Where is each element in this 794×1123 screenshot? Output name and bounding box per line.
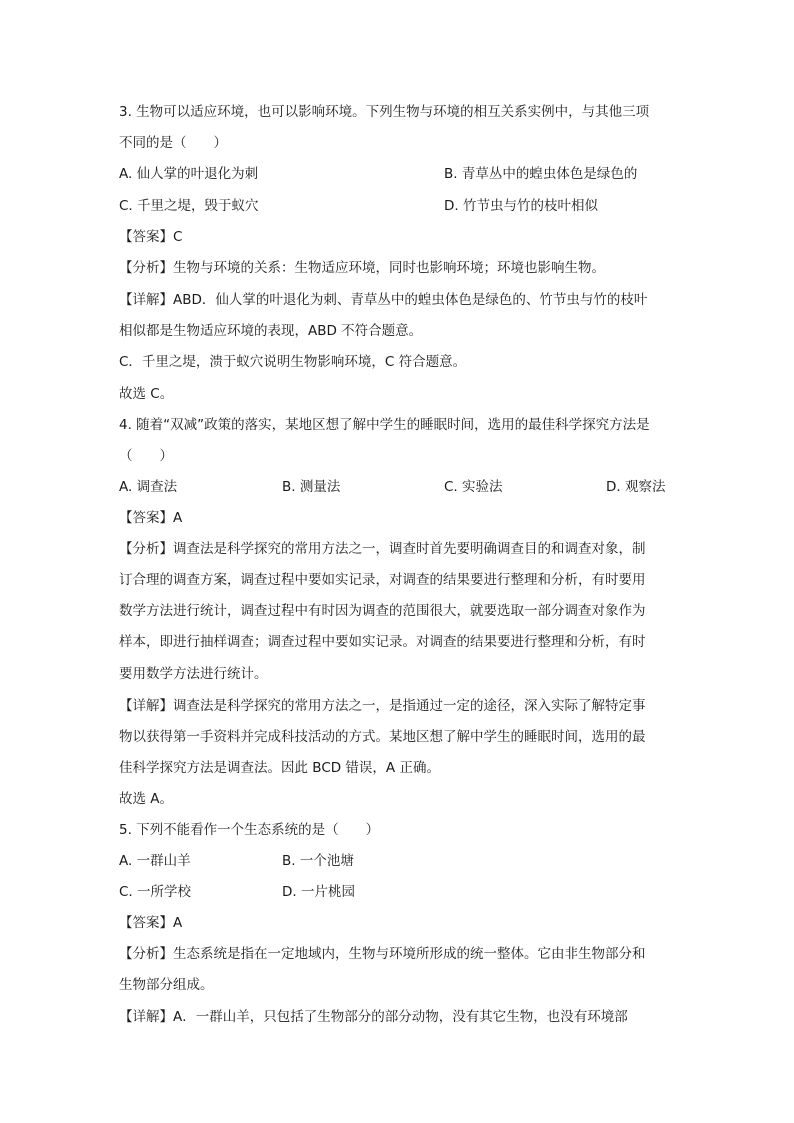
q3-stem-line2: 不同的是（ ） xyxy=(119,135,227,151)
q4-analysis-line1: 【分析】调查法是科学探究的常用方法之一，调查时首先要明确调查目的和调查对象，制 xyxy=(119,541,646,557)
q5-option-d: D. 一片桃园 xyxy=(282,884,355,900)
q3-detail-line3: C．千里之堤，溃于蚁穴说明生物影响环境，C 符合题意。 xyxy=(119,354,467,370)
q3-conclusion: 故选 C。 xyxy=(119,386,174,402)
q4-analysis-line3: 数学方法进行统计，调查过程中有时因为调查的范围很大，就要选取一部分调查对象作为 xyxy=(119,603,646,619)
q5-detail-line1: 【详解】A．一群山羊，只包括了生物部分的部分动物，没有其它生物，也没有环境部 xyxy=(119,1009,628,1025)
q4-analysis-line4: 样本，即进行抽样调查；调查过程中要如实记录。对调查的结果要进行整理和分析，有时 xyxy=(119,634,646,650)
q5-answer: 【答案】A xyxy=(119,915,183,931)
q5-stem: 5. 下列不能看作一个生态系统的是（ ） xyxy=(119,822,380,838)
q4-analysis-line2: 订合理的调查方案，调查过程中要如实记录，对调查的结果要进行整理和分析，有时要用 xyxy=(119,572,646,588)
q3-detail-line1: 【详解】ABD．仙人掌的叶退化为刺、青草丛中的蝗虫体色是绿色的、竹节虫与竹的枝叶 xyxy=(119,292,648,308)
q5-analysis-line1: 【分析】生态系统是指在一定地域内，生物与环境所形成的统一整体。它由非生物部分和 xyxy=(119,946,646,962)
q5-option-a: A. 一群山羊 xyxy=(119,853,191,869)
q4-conclusion: 故选 A。 xyxy=(119,791,174,807)
q4-answer: 【答案】A xyxy=(119,510,183,526)
q5-option-c: C. 一所学校 xyxy=(119,884,192,900)
q4-detail-line1: 【详解】调查法是科学探究的常用方法之一，是指通过一定的途径，深入实际了解特定事 xyxy=(119,698,646,714)
q3-option-c: C. 千里之堤，毁于蚁穴 xyxy=(119,198,259,214)
q3-analysis: 【分析】生物与环境的关系：生物适应环境，同时也影响环境；环境也影响生物。 xyxy=(119,260,605,276)
q4-analysis-line5: 要用数学方法进行统计。 xyxy=(119,666,268,682)
q4-detail-line3: 佳科学探究方法是调查法。因此 BCD 错误，A 正确。 xyxy=(119,760,440,776)
q4-stem-line2: （ ） xyxy=(119,448,173,464)
q3-stem-line1: 3. 生物可以适应环境，也可以影响环境。下列生物与环境的相互关系实例中，与其他三项 xyxy=(119,104,650,120)
q5-option-b: B. 一个池塘 xyxy=(282,853,354,869)
q3-option-d: D. 竹节虫与竹的枝叶相似 xyxy=(444,198,598,214)
q4-option-c: C. 实验法 xyxy=(444,479,503,495)
q4-option-b: B. 测量法 xyxy=(282,479,341,495)
q3-detail-line2: 相似都是生物适应环境的表现，ABD 不符合题意。 xyxy=(119,323,423,339)
q5-analysis-line2: 生物部分组成。 xyxy=(119,977,214,993)
q4-stem-line1: 4. 随着“双减”政策的落实，某地区想了解中学生的睡眠时间，选用的最佳科学探究方法是 xyxy=(119,417,650,433)
q3-option-b: B. 青草丛中的蝗虫体色是绿色的 xyxy=(444,166,638,182)
q4-option-a: A. 调查法 xyxy=(119,479,178,495)
q4-option-d: D. 观察法 xyxy=(606,479,666,495)
q3-option-a: A. 仙人掌的叶退化为刺 xyxy=(119,166,259,182)
q4-detail-line2: 物以获得第一手资料并完成科技活动的方式。某地区想了解中学生的睡眠时间，选用的最 xyxy=(119,729,646,745)
q3-answer: 【答案】C xyxy=(119,229,183,245)
